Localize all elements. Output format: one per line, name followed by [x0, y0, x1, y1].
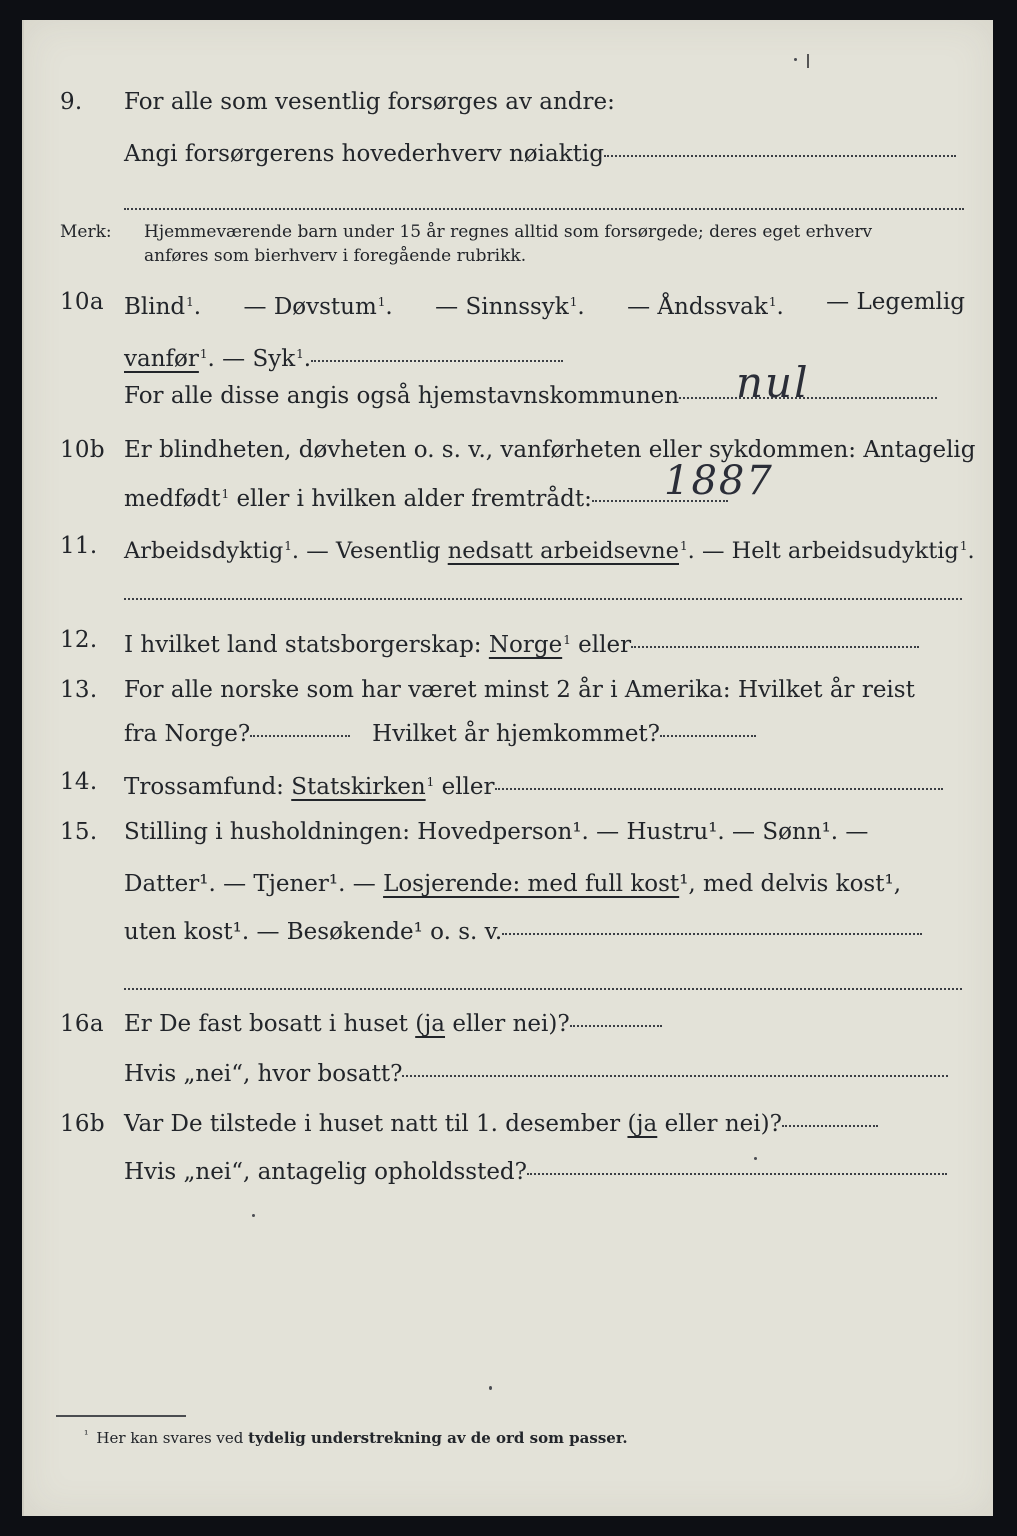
note-label: Merk: [60, 222, 112, 242]
question-10b [24, 432, 993, 468]
question-text: Stilling i husholdningen: Hovedperson¹. — Hustru¹. — Sønn¹. — [124, 819, 869, 845]
question-text: Er De fast bosatt i huset [124, 1011, 416, 1037]
footnote-ref: 1 [186, 295, 194, 309]
footnote [84, 1424, 628, 1449]
option-syk[interactable]: . — Syk [207, 346, 296, 372]
option-sinnssyk[interactable]: — Sinnssyk [435, 294, 569, 320]
option-medfodt[interactable]: medfødt [124, 486, 221, 512]
question-text: uten kost¹. — Besøkende¹ o. s. v. [124, 919, 503, 945]
question-10a-line-2: vanfør$^1$. — Syk$^1$. [24, 336, 993, 372]
ink-mark [807, 54, 809, 68]
question-text: Trossamfund: [124, 774, 292, 800]
answer-dotted-line[interactable] [570, 1025, 662, 1027]
question-12 [24, 622, 993, 658]
option-ja-underlined[interactable]: (ja [415, 1011, 446, 1037]
question-text: Er blindheten, døvheten o. s. v., vanførheten eller sykdommen: Antagelig [124, 437, 976, 463]
question-16b-line-2 [24, 1154, 993, 1190]
question-text: Var De tilstede i huset natt til 1. desember [124, 1111, 628, 1137]
footnote-ref: 1 [426, 775, 435, 789]
footnote-ref: 1 [199, 347, 208, 361]
question-text: ¹, med delvis kost¹, [679, 871, 902, 897]
question-text: Hvilket år hjemkommet? [372, 721, 661, 747]
note-line-1: Hjemmeværende barn under 15 år regnes alltid som forsørgede; deres eget erhverv [144, 222, 873, 242]
question-text: eller nei)? [445, 1011, 570, 1037]
option-losjerende-full-kost-underlined[interactable]: Losjerende: med full kost [383, 871, 680, 897]
ink-speck [794, 58, 797, 61]
question-text: fra Norge? [124, 721, 251, 747]
question-text: Hvis „nei“, antagelig opholdssted? [124, 1159, 527, 1185]
answer-dotted-line[interactable] [402, 1075, 948, 1077]
question-number: 16a [60, 1011, 104, 1037]
question-text: eller i hvilken alder fremtrådt: [236, 486, 592, 512]
footnote-text: Her kan svares ved [96, 1429, 249, 1447]
question-9-line-2 [24, 136, 993, 172]
footnote-ref: 1 [563, 633, 571, 647]
footnote-rule [56, 1415, 186, 1417]
question-text: Angi forsørgerens hovederhverv nøiaktig [124, 141, 604, 167]
question-13-line-2 [24, 716, 993, 752]
option-legemlig[interactable]: — Legemlig [826, 289, 965, 315]
question-9 [24, 84, 993, 120]
answer-dotted-line[interactable] [782, 1125, 878, 1127]
option-blind[interactable]: Blind [124, 294, 186, 320]
question-number: 12. [60, 627, 98, 653]
question-number: 10a [60, 289, 104, 315]
option-nedsatt-underlined[interactable]: nedsatt arbeidsevne [447, 538, 679, 564]
option-helt-udyktig[interactable]: . — Helt arbeidsudyktig [687, 538, 959, 564]
question-text: eller nei)? [657, 1111, 782, 1137]
option-ja-underlined[interactable]: (ja [627, 1111, 658, 1137]
question-15-line-3 [24, 914, 993, 950]
answer-dotted-line[interactable] [660, 735, 756, 737]
footnote-text-bold: tydelig understrekning av de ord som passer. [248, 1429, 628, 1447]
answer-dotted-line[interactable] [495, 788, 943, 790]
question-text: Hvis „nei“, hvor bosatt? [124, 1061, 403, 1087]
question-number: 16b [60, 1111, 105, 1137]
handwritten-answer: 1887 [664, 458, 774, 504]
question-15-line-2 [24, 866, 993, 902]
answer-dotted-line[interactable] [124, 598, 962, 600]
question-13 [24, 672, 993, 708]
answer-dotted-line[interactable] [250, 735, 350, 737]
question-number: 15. [60, 819, 98, 845]
question-number: 14. [60, 769, 98, 795]
question-text: For alle som vesentlig forsørges av andre: [124, 89, 615, 115]
question-16b [24, 1106, 993, 1142]
answer-dotted-line[interactable] [311, 360, 563, 362]
question-15 [24, 814, 993, 850]
footnote-ref: 1 [296, 347, 304, 361]
question-text: . — Vesentlig [291, 538, 448, 564]
option-norge-underlined[interactable]: Norge [488, 632, 563, 658]
option-andssvak[interactable]: — Åndssvak [627, 294, 768, 320]
footnote-ref: 1 [221, 487, 230, 501]
question-number: 10b [60, 437, 105, 463]
footnote-ref: 1 [680, 539, 688, 553]
question-text: For alle norske som har været minst 2 år i Amerika: Hvilket år reist [124, 677, 915, 703]
question-text: For alle disse angis også hjemstavnskommunen [124, 383, 680, 409]
question-text: Datter¹. — Tjener¹. — [124, 871, 384, 897]
question-number: 11. [60, 533, 98, 559]
answer-dotted-line[interactable] [124, 988, 962, 990]
question-number: 13. [60, 677, 98, 703]
answer-dotted-line[interactable] [124, 208, 964, 210]
ink-speck [489, 1386, 492, 1390]
ink-speck [252, 1214, 255, 1217]
answer-dotted-line[interactable] [631, 646, 919, 648]
footnote-ref: 1 [569, 295, 578, 309]
ink-speck [754, 1157, 757, 1160]
note-line-2: anføres som bierhverv i foregående rubrikk. [144, 246, 527, 266]
question-text: eller [578, 632, 632, 658]
question-16a-line-2 [24, 1056, 993, 1092]
census-form-page [22, 20, 993, 1516]
option-statskirken-underlined[interactable]: Statskirken [291, 774, 426, 800]
footnote-ref: 1 [768, 295, 777, 309]
question-10a-line-3 [24, 378, 993, 414]
footnote-mark: ¹ [84, 1428, 89, 1441]
option-arbeidsdyktig[interactable]: Arbeidsdyktig [124, 538, 284, 564]
question-text: I hvilket land statsborgerskap: [124, 632, 489, 658]
question-10b-line-2 [24, 476, 993, 512]
option-vanfor-underlined[interactable]: vanfør [124, 346, 199, 372]
question-14 [24, 764, 993, 800]
question-number: 9. [60, 89, 83, 115]
option-dovstum[interactable]: — Døvstum [243, 294, 377, 320]
question-11: 11. Arbeidsdyktig$^1$. — Vesentlig nedsatt arbeidsevne$^1$. — Helt arbeidsudyktig$^1$. [24, 528, 993, 564]
footnote-ref: 1 [959, 539, 968, 553]
footnote-ref: 1 [377, 295, 386, 309]
handwritten-answer: nul [736, 358, 810, 407]
note-block [24, 220, 993, 270]
question-text: eller [441, 774, 495, 800]
answer-dotted-line[interactable] [502, 933, 922, 935]
footnote-ref: 1 [284, 539, 292, 553]
question-10a: 10a Blind$^1$. — Døvstum$^1$. — Sinnssyk$^1$. — Åndssvak$^1$. — Legemlig [24, 284, 993, 320]
answer-dotted-line[interactable] [527, 1173, 947, 1175]
answer-dotted-line[interactable] [604, 155, 956, 157]
question-16a [24, 1006, 993, 1042]
